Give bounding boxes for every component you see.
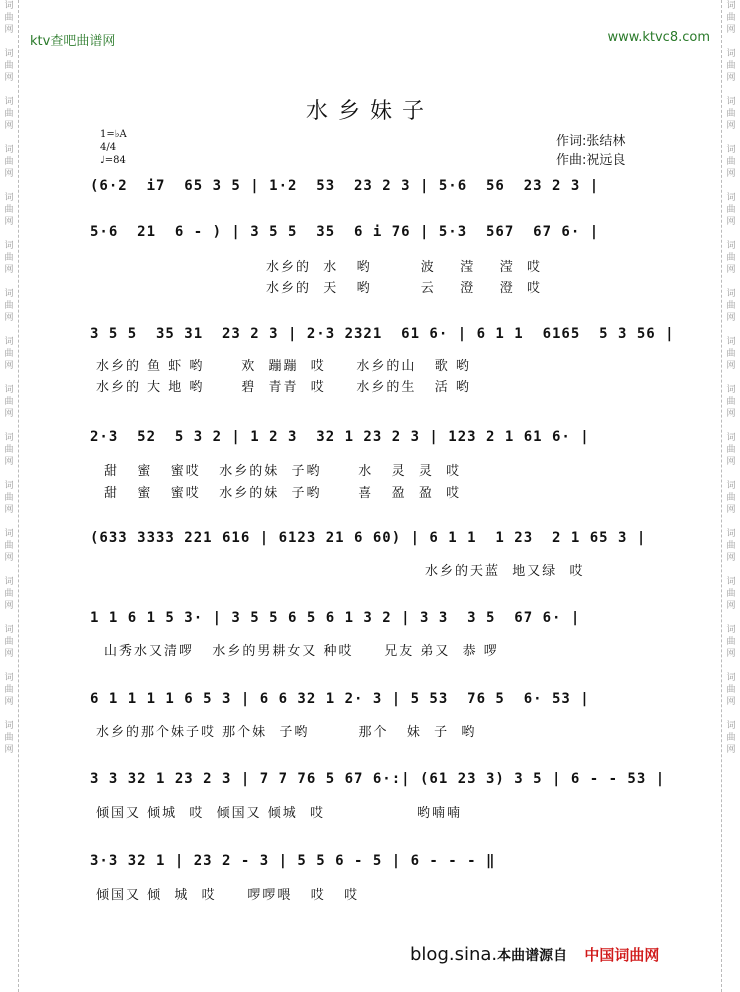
watermark-char: 曲 (4, 13, 14, 23)
watermark-char: 曲 (726, 301, 736, 311)
watermark-char: 词 (4, 433, 14, 443)
watermark-char: 曲 (4, 253, 14, 263)
score-row-4-lyrics-2: 甜 蜜 蜜哎 水乡的妹 子哟 喜 盈 盈 哎 (104, 486, 462, 501)
tempo: ♩=84 (100, 155, 126, 166)
watermark-char: 网 (726, 217, 736, 227)
watermark-char: 曲 (4, 445, 14, 455)
watermark-char: 词 (726, 49, 736, 59)
watermark-char: 曲 (726, 589, 736, 599)
score-row-2-lyrics-1: 水乡的 水 哟 波 滢 滢 哎 (266, 260, 543, 275)
watermark-char: 词 (4, 49, 14, 59)
watermark-char: 网 (726, 409, 736, 419)
source-footer (410, 944, 659, 965)
watermark-char: 网 (4, 265, 14, 275)
watermark-char: 网 (726, 73, 736, 83)
watermark-gap (722, 612, 740, 624)
watermark-char: 曲 (726, 109, 736, 119)
watermark-char: 词 (4, 337, 14, 347)
watermark-char: 词 (726, 577, 736, 587)
watermark-char: 网 (4, 649, 14, 659)
header-site-name: ktv查吧曲谱网 (30, 34, 116, 49)
watermark-char: 词 (726, 1, 736, 11)
watermark-gap (0, 36, 18, 48)
watermark-char: 词 (726, 385, 736, 395)
watermark-char: 曲 (4, 349, 14, 359)
watermark-gap (0, 756, 18, 768)
watermark-char: 网 (4, 73, 14, 83)
watermark-char: 曲 (726, 397, 736, 407)
watermark-char: 词 (4, 577, 14, 587)
watermark-char: 网 (726, 265, 736, 275)
watermark-char: 曲 (4, 685, 14, 695)
watermark-char: 词 (4, 97, 14, 107)
watermark-char: 词 (4, 529, 14, 539)
watermark-char: 网 (726, 169, 736, 179)
watermark-char: 曲 (726, 493, 736, 503)
watermark-char: 网 (4, 745, 14, 755)
watermark-char: 词 (726, 625, 736, 635)
watermark-char: 曲 (4, 589, 14, 599)
watermark-char: 网 (726, 25, 736, 35)
watermark-char: 词 (4, 673, 14, 683)
meter: 4/4 (100, 142, 117, 153)
watermark-char: 词 (4, 481, 14, 491)
watermark-char: 网 (4, 25, 14, 35)
watermark-char: 曲 (4, 205, 14, 215)
watermark-char: 曲 (4, 493, 14, 503)
watermark-char: 词 (4, 145, 14, 155)
watermark-char: 网 (4, 409, 14, 419)
watermark-gap (722, 132, 740, 144)
watermark-char: 网 (726, 457, 736, 467)
score-row-7-notes: 6 1 1 1 1 6 5 3 | 6 6 32 1 2· 3 | 5 53 76 5 6· 53 | (90, 691, 590, 707)
watermark-char: 曲 (4, 301, 14, 311)
watermark-gap (0, 276, 18, 288)
watermark-char: 曲 (4, 157, 14, 167)
score-row-6-notes: 1 1 6 1 5 3· | 3 5 5 6 5 6 1 3 2 | 3 3 3 5 67 6· | (90, 610, 581, 626)
watermark-char: 网 (4, 697, 14, 707)
watermark-char: 网 (4, 169, 14, 179)
watermark-char: 网 (4, 457, 14, 467)
watermark-char: 曲 (4, 541, 14, 551)
watermark-char: 词 (726, 529, 736, 539)
watermark-gap (722, 756, 740, 768)
watermark-gap (722, 564, 740, 576)
watermark-gap (0, 180, 18, 192)
watermark-gap (722, 324, 740, 336)
watermark-char: 曲 (726, 253, 736, 263)
watermark-char: 词 (4, 385, 14, 395)
credits (556, 132, 625, 170)
score-row-9-lyrics: 倾国又 倾 城 哎 啰啰喂 哎 哎 (96, 888, 360, 903)
watermark-char: 网 (4, 361, 14, 371)
watermark-char: 网 (726, 361, 736, 371)
watermark-gap (0, 372, 18, 384)
watermark-char: 网 (726, 649, 736, 659)
watermark-gap (722, 372, 740, 384)
watermark-char: 词 (726, 193, 736, 203)
watermark-gap (722, 276, 740, 288)
header-site-url: www.ktvc8.com (607, 30, 710, 45)
score-row-1-notes: (6·2 i7 65 3 5 | 1·2 53 23 2 3 | 5·6 56 23 2 3 | (90, 178, 600, 194)
watermark-char: 词 (4, 289, 14, 299)
watermark-char: 词 (4, 241, 14, 251)
score-row-8-notes: 3 3 32 1 23 2 3 | 7 7 76 5 67 6·:| (61 23 3) 3 5 | 6 - - 53 | (90, 771, 666, 787)
watermark-gap (722, 468, 740, 480)
watermark-char: 曲 (726, 637, 736, 647)
watermark-char: 网 (726, 505, 736, 515)
watermark-gap (0, 660, 18, 672)
watermark-gap (0, 324, 18, 336)
watermark-char: 网 (726, 601, 736, 611)
right-watermark-strip (721, 0, 740, 992)
watermark-char: 网 (4, 601, 14, 611)
watermark-char: 网 (4, 121, 14, 131)
watermark-char: 曲 (726, 349, 736, 359)
watermark-gap (0, 708, 18, 720)
watermark-char: 词 (726, 289, 736, 299)
score-row-3-lyrics-1: 水乡的 鱼 虾 哟 欢 蹦蹦 哎 水乡的山 歌 哟 (96, 359, 471, 374)
watermark-char: 词 (4, 721, 14, 731)
watermark-gap (722, 420, 740, 432)
watermark-char: 曲 (4, 733, 14, 743)
score-row-6-lyrics: 山秀水又清啰 水乡的男耕女又 种哎 兄友 弟又 恭 啰 (104, 644, 499, 659)
watermark-char: 词 (4, 1, 14, 11)
watermark-gap (0, 612, 18, 624)
score-row-2-lyrics-2: 水乡的 天 哟 云 澄 澄 哎 (266, 281, 543, 296)
watermark-char: 网 (726, 697, 736, 707)
watermark-char: 词 (726, 433, 736, 443)
watermark-char: 词 (726, 337, 736, 347)
watermark-char: 曲 (726, 445, 736, 455)
score-row-8-lyrics: 倾国又 倾城 哎 倾国又 倾城 哎 哟喃喃 (96, 806, 463, 821)
score-row-7-lyrics: 水乡的那个妹子哎 那个妹 子哟 那个 妹 子 哟 (96, 725, 477, 740)
watermark-char: 曲 (726, 685, 736, 695)
footer-source: 本曲谱源自 (497, 948, 568, 964)
watermark-char: 曲 (726, 733, 736, 743)
watermark-char: 曲 (726, 61, 736, 71)
footer-blog: blog.sina. (410, 944, 498, 965)
watermark-gap (0, 132, 18, 144)
watermark-gap (0, 228, 18, 240)
watermark-gap (722, 228, 740, 240)
watermark-char: 网 (4, 217, 14, 227)
watermark-gap (722, 516, 740, 528)
watermark-gap (0, 516, 18, 528)
watermark-char: 曲 (726, 205, 736, 215)
watermark-char: 词 (4, 625, 14, 635)
watermark-char: 词 (726, 673, 736, 683)
watermark-char: 网 (726, 313, 736, 323)
watermark-char: 词 (726, 145, 736, 155)
score-row-4-notes: 2·3 52 5 3 2 | 1 2 3 32 1 23 2 3 | 123 2 1 61 6· | (90, 429, 590, 445)
score-row-9-notes: 3·3 32 1 | 23 2 - 3 | 5 5 6 - 5 | 6 - - - ‖ (90, 853, 496, 869)
watermark-char: 网 (726, 745, 736, 755)
watermark-char: 曲 (726, 157, 736, 167)
watermark-gap (0, 564, 18, 576)
watermark-char: 曲 (726, 13, 736, 23)
watermark-gap (0, 420, 18, 432)
watermark-gap (722, 36, 740, 48)
watermark-char: 词 (4, 193, 14, 203)
score-row-3-lyrics-2: 水乡的 大 地 哟 碧 青青 哎 水乡的生 活 哟 (96, 380, 471, 395)
watermark-char: 曲 (4, 61, 14, 71)
score-row-2-notes: 5·6 21 6 - ) | 3 5 5 35 6 i 76 | 5·3 567 67 6· | (90, 224, 600, 240)
watermark-char: 网 (4, 553, 14, 563)
watermark-char: 词 (726, 97, 736, 107)
left-watermark-strip (0, 0, 19, 992)
score-row-5-lyrics: 水乡的天蓝 地又绿 哎 (425, 564, 585, 579)
watermark-char: 曲 (4, 637, 14, 647)
watermark-gap (0, 468, 18, 480)
lyricist: 作词:张结林 (556, 134, 626, 149)
key-signature (100, 128, 127, 167)
watermark-gap (722, 660, 740, 672)
watermark-char: 网 (726, 553, 736, 563)
watermark-char: 曲 (726, 541, 736, 551)
composer: 作曲:祝远良 (556, 153, 626, 168)
watermark-char: 词 (726, 481, 736, 491)
watermark-char: 网 (4, 313, 14, 323)
song-title: 水乡妹子 (305, 99, 434, 124)
score-row-3-notes: 3 5 5 35 31 23 2 3 | 2·3 2321 61 6· | 6 1 1 6165 5 3 56 | (90, 326, 675, 342)
watermark-gap (722, 180, 740, 192)
watermark-char: 曲 (4, 109, 14, 119)
watermark-char: 词 (726, 241, 736, 251)
watermark-char: 网 (726, 121, 736, 131)
tonality: 1=♭A (100, 129, 127, 140)
watermark-char: 曲 (4, 397, 14, 407)
footer-site: 中国词曲网 (584, 946, 660, 964)
watermark-char: 网 (4, 505, 14, 515)
watermark-char: 词 (726, 721, 736, 731)
score-row-5-notes: (633 3333 221 616 | 6123 21 6 60) | 6 1 1 1 23 2 1 65 3 | (90, 530, 647, 546)
watermark-gap (722, 708, 740, 720)
score-row-4-lyrics-1: 甜 蜜 蜜哎 水乡的妹 子哟 水 灵 灵 哎 (104, 464, 462, 479)
